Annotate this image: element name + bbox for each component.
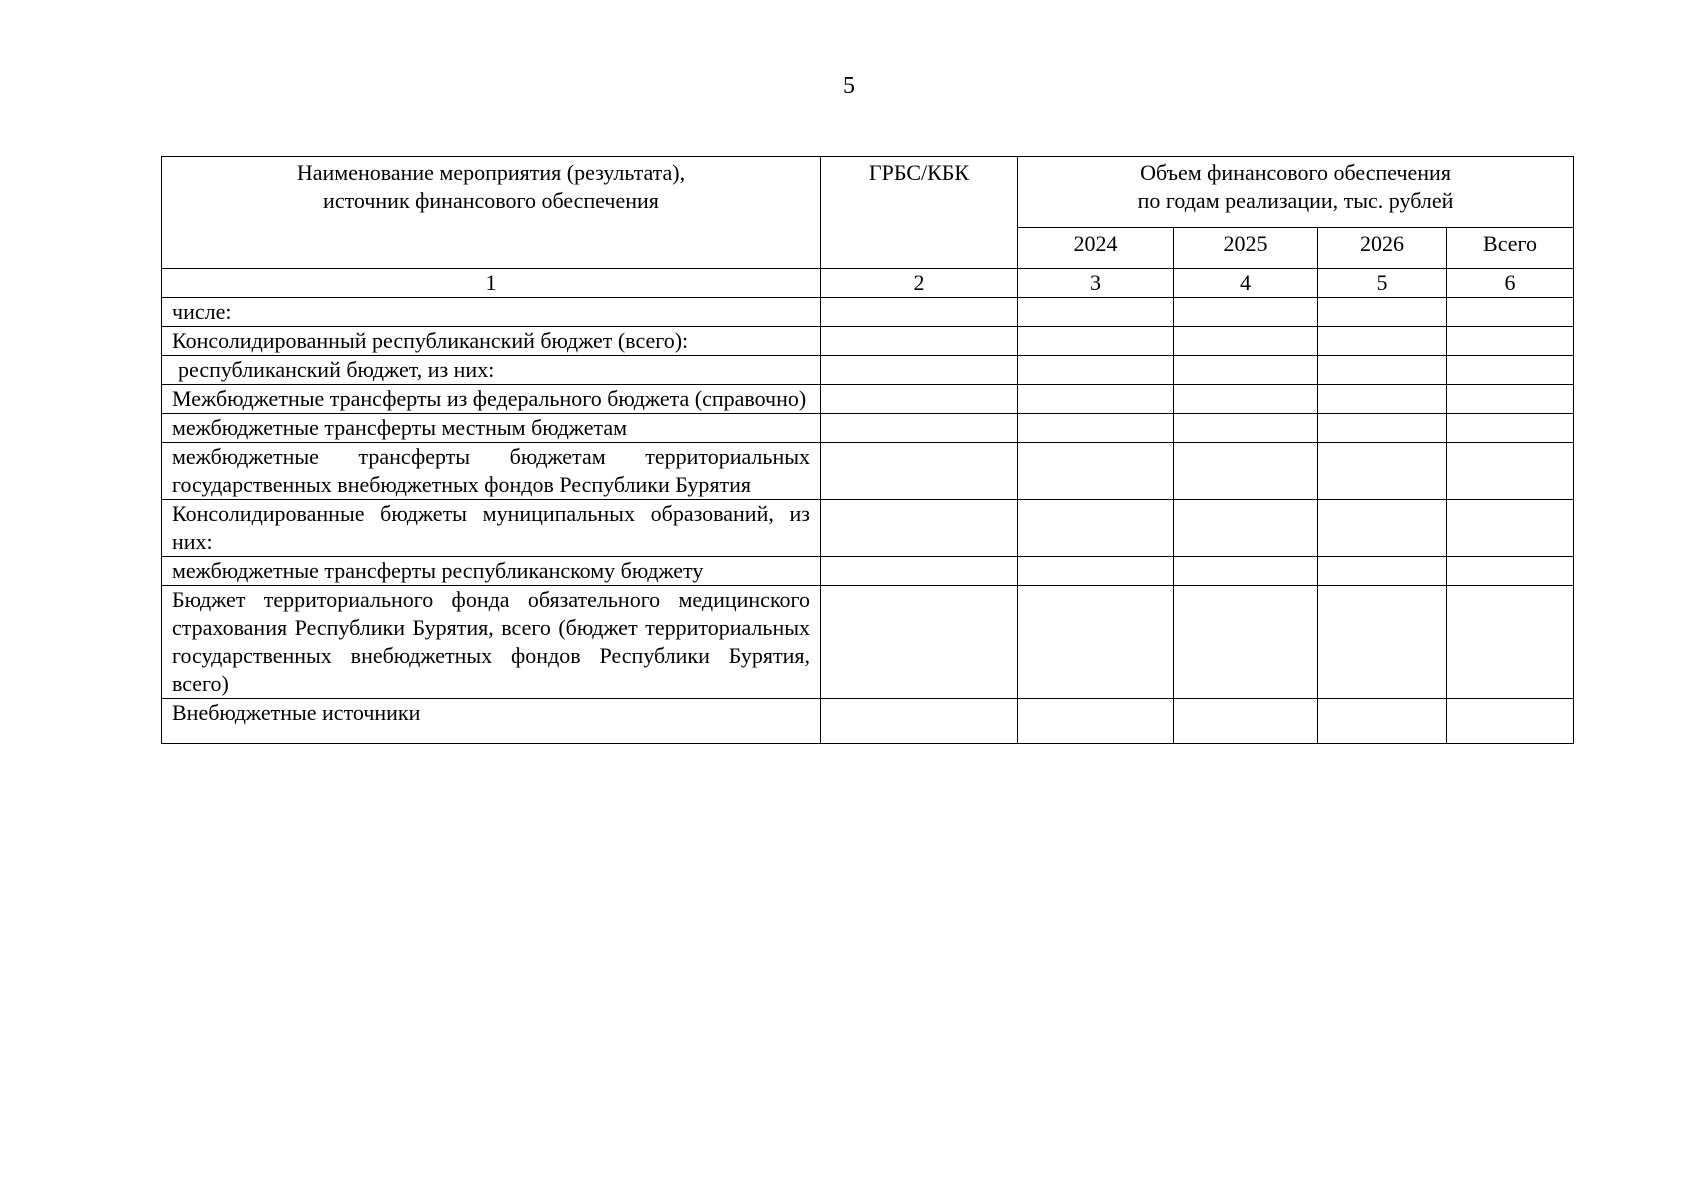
row-label: Бюджет территориального фонда обязательного медицинского страхования Республики Бурятия, всего (бюджет территориальных государственных внебюджетных фондов Республики Бурятия, всего) [162,586,821,699]
value-total-cell [1447,557,1574,586]
value-2026-cell [1318,586,1447,699]
value-2024-cell [1018,699,1174,744]
row-label: Консолидированные бюджеты муниципальных образований, из них: [162,500,821,557]
value-2025-cell [1174,557,1318,586]
value-total-cell [1447,699,1574,744]
header-volume-cell [1018,157,1574,228]
column-numbers-row [162,269,1574,298]
header-name-line1: Наименование мероприятия (результата), [296,160,686,185]
value-total-cell [1447,298,1574,327]
value-total-cell [1447,327,1574,356]
value-2025-cell [1174,327,1318,356]
row-label: Внебюджетные источники [162,699,821,744]
value-2026-cell [1318,327,1447,356]
value-2025-cell [1174,414,1318,443]
table-row [162,356,1574,385]
value-total-cell [1447,443,1574,500]
table-row [162,699,1574,744]
value-2024-cell [1018,298,1174,327]
financing-table [161,156,1574,744]
grbs-cell [821,298,1018,327]
header-volume-line1: Объем финансового обеспечения [1140,160,1451,185]
value-2025-cell [1174,699,1318,744]
row-label: Межбюджетные трансферты из федерального бюджета (справочно) [162,385,821,414]
row-label: межбюджетные трансферты местным бюджетам [162,414,821,443]
value-2026-cell [1318,414,1447,443]
header-year-2024: 2024 [1018,228,1174,269]
row-label: межбюджетные трансферты республиканскому бюджету [162,557,821,586]
page-number: 5 [843,73,855,99]
value-2024-cell [1018,500,1174,557]
row-label: республиканский бюджет, из них: [162,356,821,385]
header-grbs-label: ГРБС/КБК [868,160,970,185]
table-row [162,500,1574,557]
value-2026-cell [1318,699,1447,744]
column-number: 1 [162,269,821,298]
value-2026-cell [1318,356,1447,385]
grbs-cell [821,699,1018,744]
grbs-cell [821,385,1018,414]
table-row [162,327,1574,356]
value-2024-cell [1018,443,1174,500]
column-number: 2 [821,269,1018,298]
header-year-2025: 2025 [1174,228,1318,269]
value-2024-cell [1018,586,1174,699]
value-total-cell [1447,586,1574,699]
value-2025-cell [1174,385,1318,414]
value-total-cell [1447,356,1574,385]
grbs-cell [821,443,1018,500]
value-2024-cell [1018,356,1174,385]
grbs-cell [821,557,1018,586]
table-row [162,385,1574,414]
value-2025-cell [1174,586,1318,699]
header-volume-line2: по годам реализации, тыс. рублей [1137,188,1454,213]
value-2024-cell [1018,327,1174,356]
column-number: 3 [1018,269,1174,298]
value-2026-cell [1318,500,1447,557]
row-label: межбюджетные трансферты бюджетам территориальных государственных внебюджетных фондов Республики Бурятия [162,443,821,500]
row-label: числе: [162,298,821,327]
table-row [162,443,1574,500]
value-2025-cell [1174,443,1318,500]
column-number: 6 [1447,269,1574,298]
grbs-cell [821,327,1018,356]
value-2026-cell [1318,385,1447,414]
table-header-row [162,157,1574,228]
value-total-cell [1447,385,1574,414]
table-row [162,586,1574,699]
grbs-cell [821,414,1018,443]
value-2026-cell [1318,298,1447,327]
value-2024-cell [1018,385,1174,414]
grbs-cell [821,500,1018,557]
table-row [162,557,1574,586]
value-2026-cell [1318,557,1447,586]
header-year-total: Всего [1447,228,1574,269]
grbs-cell [821,586,1018,699]
header-name-line2: источник финансового обеспечения [323,188,659,213]
value-2026-cell [1318,443,1447,500]
header-grbs-cell [821,157,1018,269]
column-number: 5 [1318,269,1447,298]
value-2024-cell [1018,557,1174,586]
header-name-cell [162,157,821,269]
value-2024-cell [1018,414,1174,443]
grbs-cell [821,356,1018,385]
value-total-cell [1447,500,1574,557]
value-total-cell [1447,414,1574,443]
column-number: 4 [1174,269,1318,298]
table-row [162,414,1574,443]
header-year-2026: 2026 [1318,228,1447,269]
row-label: Консолидированный республиканский бюджет (всего): [162,327,821,356]
value-2025-cell [1174,356,1318,385]
value-2025-cell [1174,298,1318,327]
value-2025-cell [1174,500,1318,557]
table-row [162,298,1574,327]
